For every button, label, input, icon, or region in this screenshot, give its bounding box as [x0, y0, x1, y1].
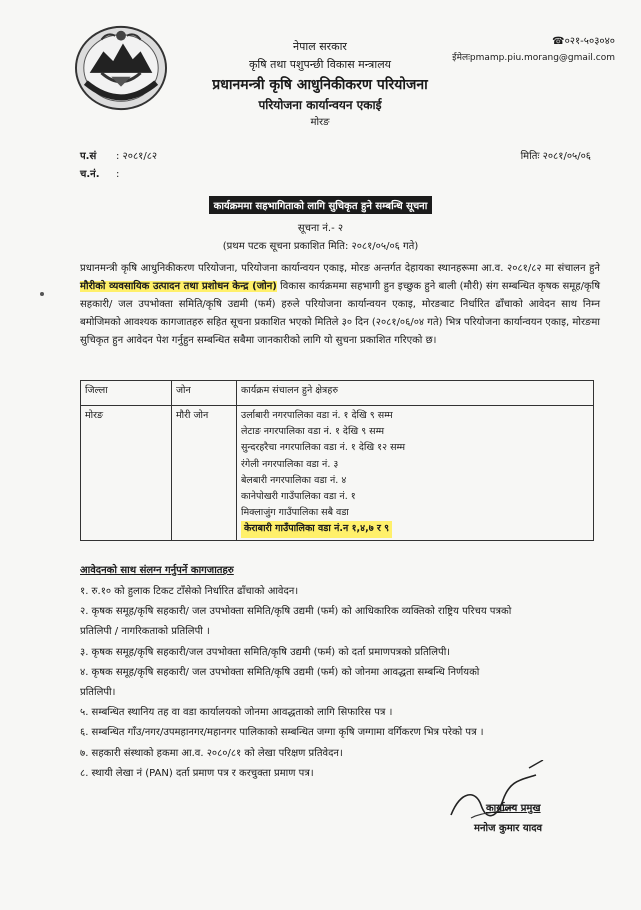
header-zone: जोन — [172, 381, 237, 406]
district-cell: मोरङ — [81, 406, 172, 541]
reference-block — [80, 148, 157, 184]
list-item: ३. कृषक समूह/कृषि सहकारी/जल उपभोक्ता समिति/कृषि उद्यमी (फर्म) को दर्ता प्रमाणपत्रको प्रतिलिपी। — [80, 646, 451, 658]
ward-item: बेलबारी नगरपालिका वडा नं. ४ — [241, 474, 347, 486]
ward-item-highlighted: केराबारी गाउँपालिका वडा नं.न १,४,७ र ९ — [241, 521, 392, 537]
notice-number: सूचना नं.- २ — [297, 223, 344, 234]
ward-item: लेटाङ नगरपालिका वडा नं. १ देखि ९ सम्म — [241, 426, 385, 438]
ward-item: सुन्दरहरैचा नगरपालिका वडा नं. १ देखि १२ सम्म — [241, 442, 406, 454]
table-header-row — [81, 381, 594, 406]
govt-name: नेपाल सरकार — [293, 40, 347, 53]
cn-value: : — [116, 169, 120, 180]
table-row — [81, 406, 594, 541]
email-address: ईमेलःpmamp.piu.morang@gmail.com — [452, 53, 615, 63]
phone-number: ☎०२१-५०३०४० — [552, 36, 615, 47]
documents-heading: आवेदनको साथ संलग्न गर्नुपर्ने कागजातहरु — [80, 565, 234, 576]
header-district: जिल्ला — [81, 381, 172, 406]
cn-label: च.नं. — [80, 169, 100, 180]
list-item: १. रु.१० को हुलाक टिकट टाँसेको निर्धारित ढाँचाको आवेदन। — [80, 586, 299, 597]
unit-name: परियोजना कार्यान्वयन एकाई — [258, 98, 382, 112]
documents-list — [80, 582, 600, 784]
subject-title: कार्यक्रममा सहभागिताको लागि सुचिकृत हुने सम्बन्धि सूचना — [209, 196, 433, 214]
body-part-1: प्रधानमन्त्री कृषि आधुनिकीकरण परियोजना, परियोजना कार्यान्वयन एकाइ, मोरङ अन्तर्गत देहायका स्थानहरूमा आ.व. २०८१/८२ मा संचालन हुने — [80, 263, 600, 274]
signatory-title: कार्यालय प्रमुख — [486, 803, 541, 814]
areas-cell — [237, 406, 594, 541]
list-item: प्रतिलिपी / नागरिकताको प्रतिलिपी । — [80, 626, 210, 638]
scan-speck — [40, 292, 44, 296]
published-date: (प्रथम पटक सूचना प्रकाशित मिति: २०८१/०५/०६ गते) — [222, 241, 419, 252]
zone-cell: मौरी जोन — [172, 406, 237, 541]
ministry-name: कृषि तथा पशुपन्छी विकास मन्त्रालय — [248, 58, 392, 71]
ward-item: मिक्लाजुंग गाउँपालिका सबै वडा — [241, 507, 349, 519]
list-item: ४. कृषक समूह/कृषि सहकारी/ जल उपभोक्ता समिति/कृषि उद्यमी (फर्म) को जोनमा आवद्धता सम्बन्धि निर्णयको — [80, 666, 480, 678]
letterhead — [160, 38, 480, 132]
unit-location: मोरङ — [310, 117, 330, 128]
body-highlight: मौरीको व्यवसायिक उत्पादन तथा प्रशोधन केन्द्र (जोन) — [80, 281, 277, 292]
list-item: ६. सम्बन्धित गाँउ/नगर/उपमहानगर/महानगर पालिकाको सम्बन्धित जग्गा कृषि जग्गामा वर्गिकरण भित्र परेको पत्र । — [80, 727, 484, 739]
list-item: २. कृषक समूह/कृषि सहकारी/ जल उपभोक्ता समिति/कृषि उद्यमी (फर्म) को आधिकारिक व्यक्तिको राष्ट्रिय परिचय पत्रको — [80, 606, 512, 618]
nepal-emblem-icon — [72, 22, 170, 114]
program-area-table — [80, 380, 594, 541]
list-item: प्रतिलिपी। — [80, 687, 116, 699]
ward-item: उर्लाबारी नगरपालिका वडा नं. १ देखि ९ सम्म — [241, 410, 393, 421]
notice-date: मितिः २०८१/०५/०६ — [520, 151, 591, 162]
ps-value: : २०८१/८२ — [116, 151, 158, 162]
list-item: ७. सहकारी संस्थाको हकमा आ.व. २०८०/८१ को लेखा परिक्षण प्रतिवेदन। — [80, 747, 343, 759]
signatory-name: मनोज कुमार यादव — [474, 823, 543, 834]
ward-item: रंगेली नगरपालिका वडा नं. ३ — [241, 458, 339, 470]
list-item: ८. स्थायी लेखा नं (PAN) दर्ता प्रमाण पत्र र करचुक्ता प्रमाण पत्र। — [80, 767, 314, 779]
body-part-2: विकास कार्यक्रममा सहभागी हुन इच्छुक हुने बाली (मौरी) संग सम्बन्धित कृषक समूह/कृषि सहकारी/ जल उपभोक्ता समिति/कृषि उद्यमी (फर्म) हरुले परियोजना कार्यान्वयन एकाइ, मोरङबाट निर्धारित ढाँचाको आवेदन साथ निम्न बमोजिमको आवश्यक कागजातहरु सहित सूचना प्रकाशित भएको मितिले ३० दिन (२०८१/०६/०४ गते) भित्र परियोजना कार्यान्वयन एकाइ, मोरङमा सुचिकृत हुन आवेदन पेश गर्नुहुन सम्बन्धित सबैमा जानकारीको लागि यो सुचना प्रकाशित गरिएको छ। — [80, 281, 600, 346]
project-name: प्रधानमन्त्री कृषि आधुनिकीकरण परियोजना — [212, 77, 428, 93]
notice-body — [80, 260, 600, 350]
header-areas: कार्यक्रम संचालन हुने क्षेत्रहरु — [237, 381, 594, 406]
ps-label: प.सं — [80, 151, 97, 162]
ward-item: कानेपोखरी गाउँपालिका वडा नं. १ — [241, 491, 356, 503]
list-item: ५. सम्बन्धित स्थानिय तह वा वडा कार्यालयको जोनमा आवद्धताको लागि सिफारिस पत्र । — [80, 707, 393, 719]
subject-block — [0, 194, 641, 252]
